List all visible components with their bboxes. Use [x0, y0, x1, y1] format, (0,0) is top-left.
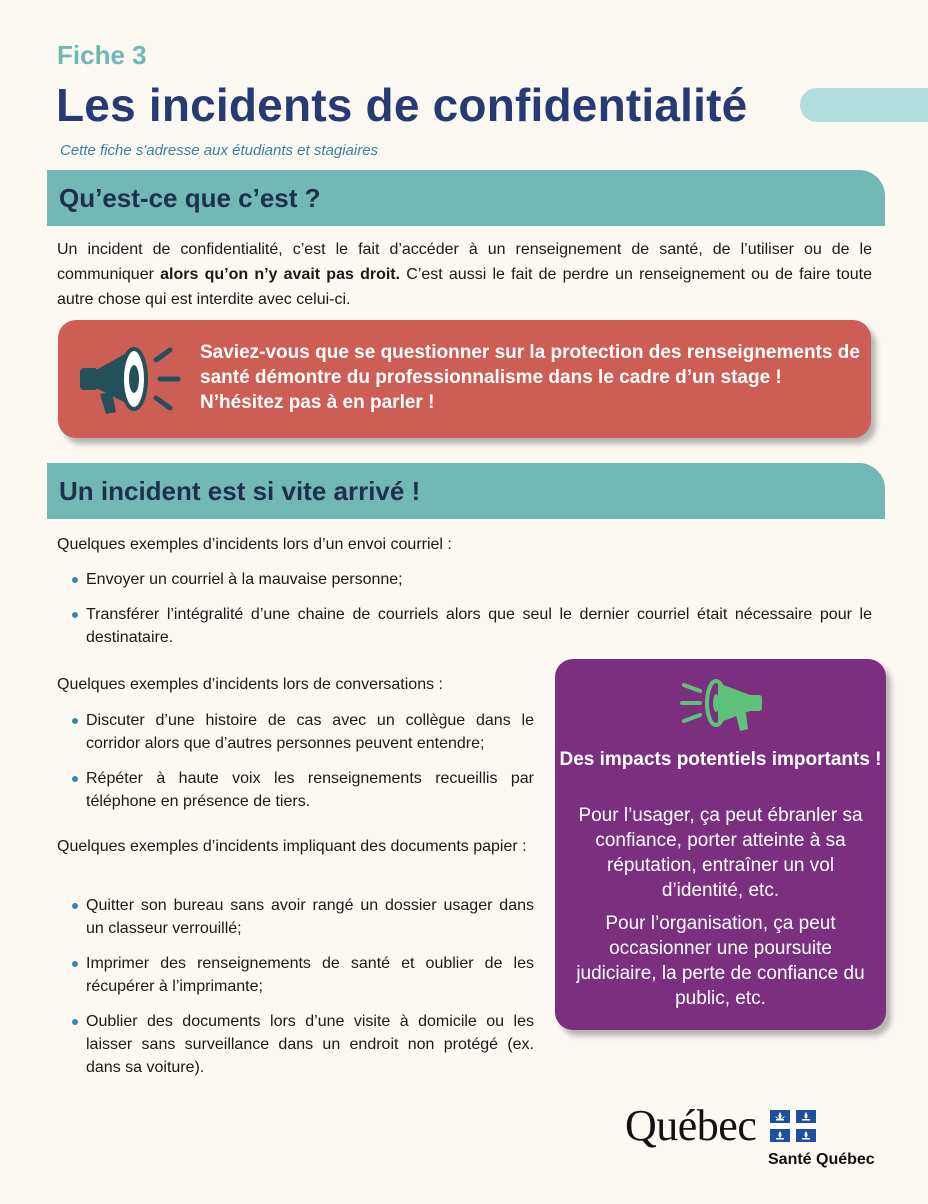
group-heading-conversations: Quelques exemples d’incidents lors de conversations : — [57, 676, 443, 693]
list-item: Transférer l’intégralité d’une chaine de courriels alors que seul le dernier courriel était nécessaire pour le destinataire. — [72, 603, 872, 649]
tip-callout-text: Saviez-vous que se questionner sur la protection des renseignements de santé démontre du professionnalisme dans le cadre d’un stage ! N’hésitez pas à en parler ! — [200, 342, 860, 413]
group-heading-paper: Quelques exemples d’incidents impliquant des documents papier : — [57, 838, 527, 855]
megaphone-icon — [680, 671, 770, 735]
quebec-logo-wordmark: Québec — [625, 1101, 757, 1150]
intro-text-end: C’est aussi le fait de perdre un renseignement ou de faire toute autre chose qui est interdite avec celui-ci. — [57, 266, 873, 308]
group-heading-email: Quelques exemples d’incidents lors d’un envoi courriel : — [57, 536, 452, 553]
list-item: Répéter à haute voix les renseignements recueillis par téléphone en présence de tiers. — [72, 767, 534, 813]
intro-text-start: Un incident de confidentialité, c’est le fait d’accéder à un renseignement de santé, de l’utiliser ou de le communiquer — [57, 241, 872, 283]
section-title: Un incident est si vite arrivé ! — [59, 476, 421, 506]
megaphone-icon — [70, 332, 190, 422]
list-item: Oublier des documents lors d’une visite à domicile ou les laisser sans surveillance dans un endroit non protégé (ex. dans sa voiture). — [72, 1010, 534, 1079]
fleur-de-lis-flag-icon — [770, 1110, 816, 1142]
list-item: Discuter d’une histoire de cas avec un collègue dans le corridor alors que d’autres personnes peuvent entendre; — [72, 709, 534, 755]
title-decoration-pill — [800, 88, 928, 122]
conversation-examples-list — [72, 709, 534, 825]
impacts-title: Des impacts potentiels importants ! — [559, 749, 882, 770]
impacts-user-text: Pour l’usager, ça peut ébranler sa confiance, porter atteinte à sa réputation, entraîner un vol d’identité, etc. — [578, 805, 863, 901]
paper-examples-list — [72, 894, 534, 1091]
impacts-callout — [555, 659, 886, 1030]
fiche-number: Fiche 3 — [57, 40, 147, 70]
list-item: Imprimer des renseignements de santé et oublier de les récupérer à l’imprimante; — [72, 952, 534, 998]
impacts-organization-text: Pour l’organisation, ça peut occasionner une poursuite judiciaire, la perte de confiance du public, etc. — [576, 913, 865, 1009]
intro-paragraph — [57, 237, 872, 312]
section-title: Qu’est-ce que c’est ? — [59, 183, 321, 213]
list-item: Quitter son bureau sans avoir rangé un dossier usager dans un classeur verrouillé; — [72, 894, 534, 940]
list-item: Envoyer un courriel à la mauvaise personne; — [72, 568, 872, 591]
sante-quebec-label: Santé Québec — [768, 1151, 875, 1168]
intro-text-bold: alors qu’on n’y avait pas droit. — [160, 266, 401, 283]
email-examples-list — [72, 568, 872, 661]
page-subtitle: Cette fiche s'adresse aux étudiants et stagiaires — [60, 142, 379, 159]
section-band-what-is-it — [47, 170, 885, 226]
page-title: Les incidents de confidentialité — [56, 79, 748, 131]
section-band-incident — [47, 463, 885, 519]
tip-callout — [58, 320, 871, 438]
